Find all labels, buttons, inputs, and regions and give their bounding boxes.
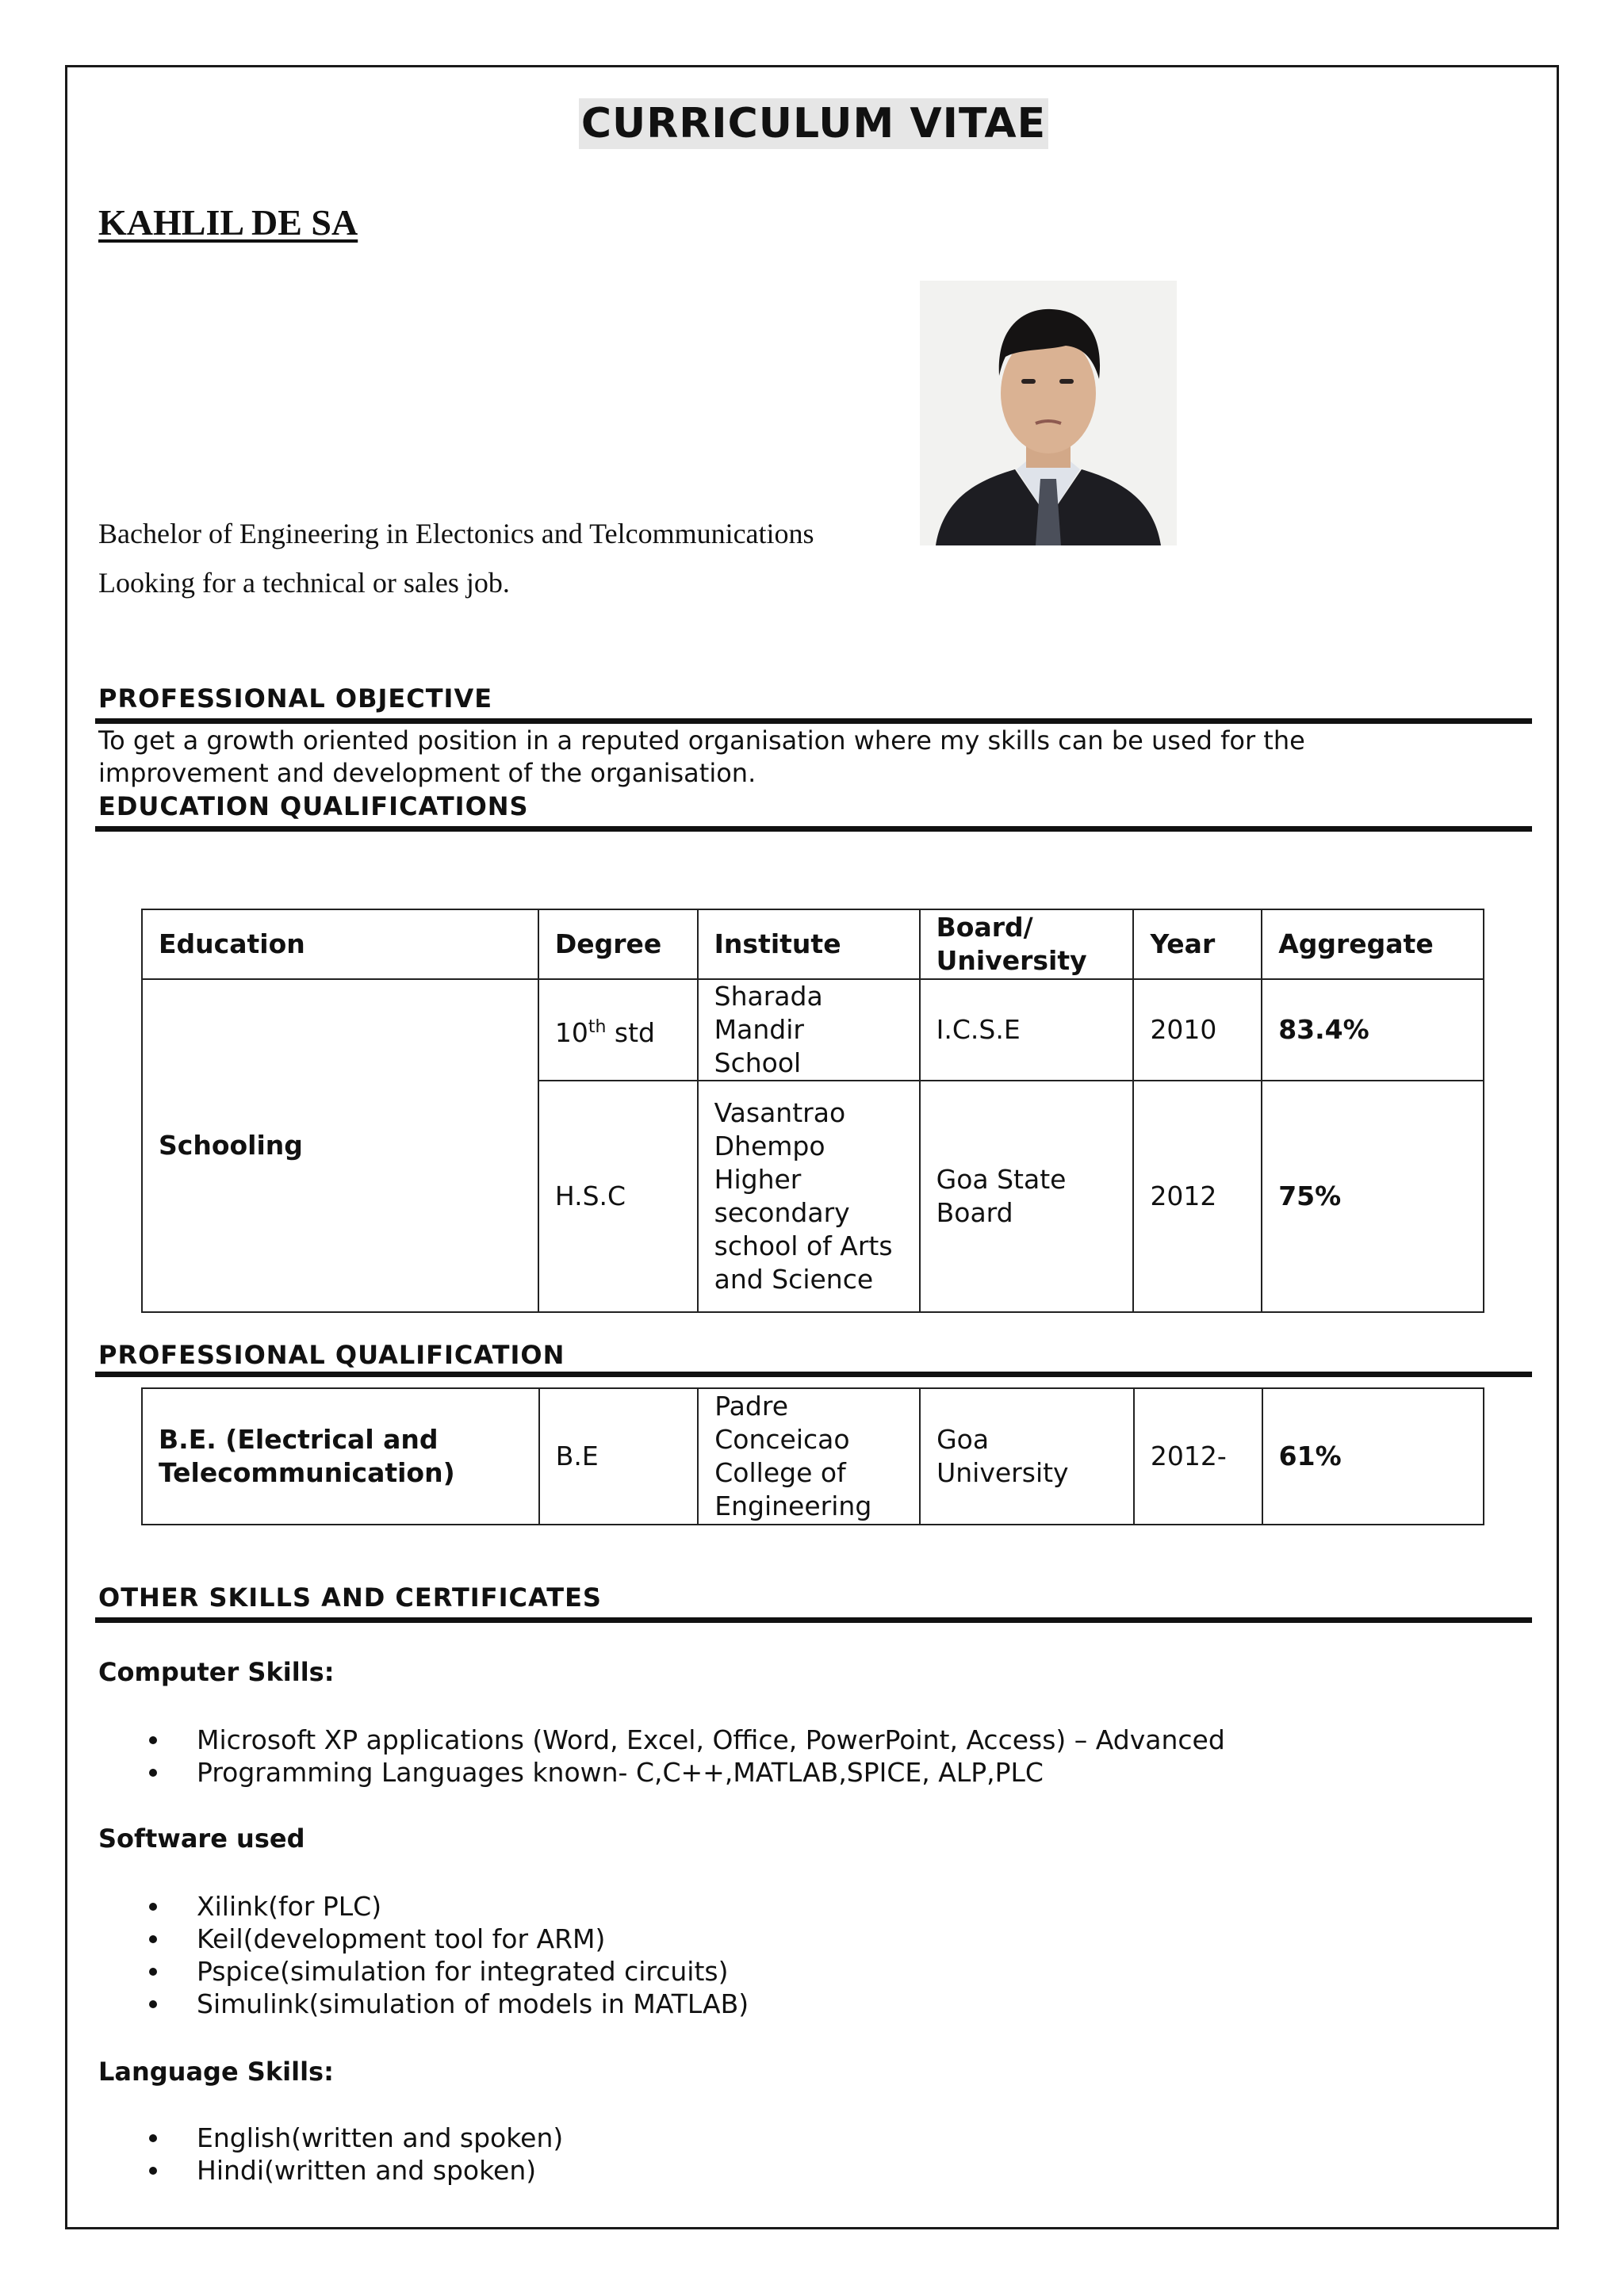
list-item-text: Xilink(for PLC) — [197, 1891, 382, 1922]
degree-cell: H.S.C — [538, 1081, 698, 1312]
col-header-institute: Institute — [698, 909, 920, 979]
computer-skills-list — [98, 1724, 1225, 1789]
table-row — [142, 1388, 1484, 1525]
aggregate-cell: 61% — [1262, 1388, 1484, 1525]
list-item — [98, 1955, 749, 1988]
degree-line: Bachelor of Engineering in Electonics and Telcommunications — [98, 518, 814, 549]
col-header-aggregate: Aggregate — [1262, 909, 1484, 979]
col-header-board — [920, 909, 1134, 979]
education-group-label: Schooling — [142, 979, 538, 1312]
aggregate-cell: 75% — [1262, 1081, 1484, 1312]
col-header-year: Year — [1133, 909, 1262, 979]
institute-cell — [698, 979, 920, 1081]
education-table — [141, 909, 1484, 1313]
candidate-name: KAHLIL DE SA — [98, 202, 358, 243]
list-item — [98, 1890, 749, 1923]
board-text: Goa State Board — [936, 1164, 1067, 1228]
institute-text: Padre Conceicao College of Engineering — [714, 1391, 872, 1521]
bullet-icon — [149, 1935, 157, 1943]
list-item-text: Hindi(written and spoken) — [197, 2155, 537, 2186]
profile-photo — [920, 281, 1177, 545]
software-used-heading: Software used — [98, 1823, 305, 1854]
bullet-icon — [149, 1903, 157, 1911]
software-list — [98, 1890, 749, 2020]
job-objective-line: Looking for a technical or sales job. — [98, 567, 510, 599]
list-item-text: English(written and spoken) — [197, 2122, 564, 2153]
degree-number: 10 — [554, 1016, 588, 1048]
list-item-text: Keil(development tool for ARM) — [197, 1923, 606, 1954]
board-cell — [920, 1081, 1134, 1312]
heading-professional-qualification: PROFESSIONAL QUALIFICATION — [98, 1340, 565, 1370]
institute-cell — [698, 1388, 920, 1525]
list-item — [98, 1756, 1225, 1789]
profile-photo-illustration — [920, 281, 1177, 545]
bullet-icon — [149, 1968, 157, 1976]
objective-text — [98, 725, 1526, 790]
list-item-text: Programming Languages known- C,C++,MATLAB,SPICE, ALP,PLC — [197, 1757, 1044, 1788]
list-item — [98, 2122, 563, 2154]
list-item-text: Microsoft XP applications (Word, Excel, Office, PowerPoint, Access) – Advanced — [197, 1724, 1225, 1755]
degree-suffix: th — [588, 1016, 607, 1037]
objective-line-1: To get a growth oriented position in a reputed organisation where my skills can be used for the — [98, 725, 1305, 756]
list-item-text: Simulink(simulation of models in MATLAB) — [197, 1988, 749, 2019]
divider-rule — [95, 718, 1532, 724]
divider-rule — [95, 1372, 1532, 1377]
board-cell: I.C.S.E — [920, 979, 1134, 1081]
list-item — [98, 1923, 749, 1955]
heading-professional-objective: PROFESSIONAL OBJECTIVE — [98, 683, 493, 714]
table-row — [142, 979, 1484, 1081]
divider-rule — [95, 1617, 1532, 1623]
degree-rest: std — [606, 1016, 655, 1048]
col-header-education: Education — [142, 909, 538, 979]
bullet-icon — [149, 2134, 157, 2142]
education-cell — [142, 1388, 539, 1525]
year-cell: 2012 — [1133, 1081, 1262, 1312]
computer-skills-heading: Computer Skills: — [98, 1657, 335, 1687]
institute-text: Sharada Mandir School — [714, 981, 823, 1078]
bullet-icon — [149, 2000, 157, 2008]
list-item-text: Pspice(simulation for integrated circuits) — [197, 1956, 729, 1987]
education-text: B.E. (Electrical and Telecommunication) — [159, 1424, 455, 1488]
board-text: Goa University — [936, 1424, 1069, 1488]
list-item — [98, 2154, 563, 2187]
year-cell: 2010 — [1133, 979, 1262, 1081]
institute-cell — [698, 1081, 920, 1312]
year-cell: 2012- — [1134, 1388, 1262, 1525]
col-header-degree: Degree — [538, 909, 698, 979]
institute-text: Vasantrao Dhempo Higher secondary school of Arts and Science — [714, 1097, 893, 1295]
table-header-row — [142, 909, 1484, 979]
col-header-board-text: Board/ University — [936, 912, 1087, 976]
degree-cell: B.E — [539, 1388, 699, 1525]
language-skills-heading: Language Skills: — [98, 2057, 334, 2087]
bullet-icon — [149, 1736, 157, 1744]
heading-education: EDUCATION QUALIFICATIONS — [98, 791, 529, 821]
language-list — [98, 2122, 563, 2187]
heading-other-skills: OTHER SKILLS AND CERTIFICATES — [98, 1582, 602, 1613]
objective-line-2: improvement and development of the organisation. — [98, 758, 756, 788]
divider-rule — [95, 826, 1532, 832]
degree-cell — [538, 979, 698, 1081]
aggregate-cell: 83.4% — [1262, 979, 1484, 1081]
list-item — [98, 1724, 1225, 1756]
bullet-icon — [149, 2167, 157, 2175]
bullet-icon — [149, 1769, 157, 1777]
document-title: CURRICULUM VITAE — [579, 98, 1048, 149]
list-item — [98, 1988, 749, 2020]
professional-table — [141, 1387, 1484, 1525]
board-cell — [920, 1388, 1134, 1525]
